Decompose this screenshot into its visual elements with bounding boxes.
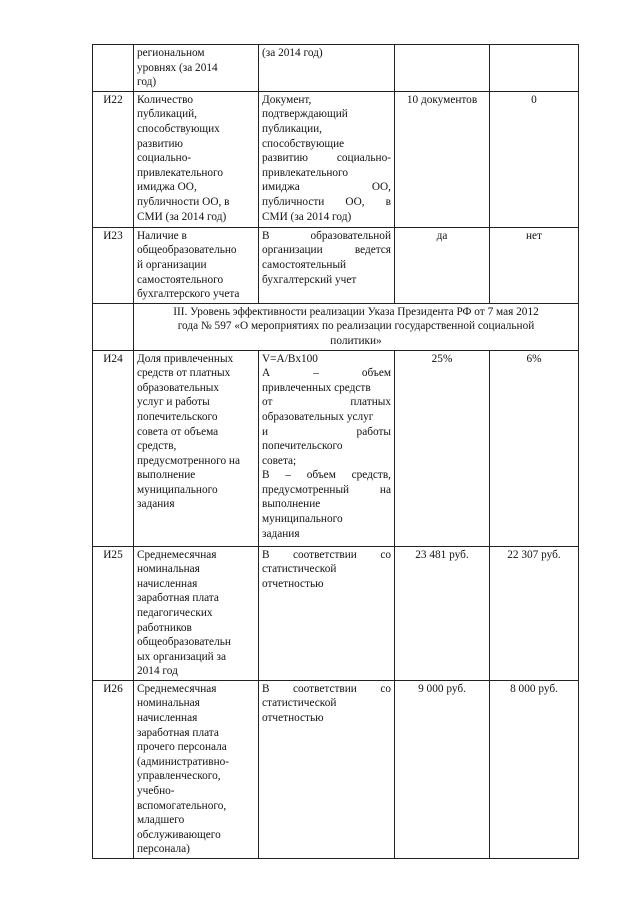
indicator-name-line: муниципального [137,483,218,496]
indicator-name-line: заработная плата [137,726,219,739]
table-row [93,45,579,92]
indicator-name-line: имиджа ОО, [137,181,197,194]
table-row [93,546,579,680]
actual-value: 22 307 руб. [490,546,579,680]
indicator-name-line: Количество [137,93,193,106]
calculation-source-line: предусмотренный на [262,483,391,496]
indicator-name-line: номинальная [137,563,200,576]
indicator-name-line: обслуживающего [137,828,221,841]
indicator-code: И24 [93,350,134,546]
indicator-name-line: Среднемесячная [137,548,217,561]
indicator-name-line: год) [137,76,157,89]
indicator-name-line: попечительского [137,410,218,423]
target-value [395,45,490,92]
calculation-source-line: статистической [262,697,337,710]
calculation-source-line: выполнение [262,498,321,511]
indicator-name-line: начисленная [137,577,198,590]
indicator-name-line: средств, [137,440,177,453]
actual-value: 0 [490,91,579,227]
calculation-source [259,45,395,92]
indicator-name-line: учебно- [137,785,175,798]
indicator-name-line: выполнение [137,469,196,482]
indicator-name-line: уровнях (за 2014 [137,61,218,74]
indicator-code: И26 [93,680,134,858]
indicator-name [134,45,259,92]
calculation-source-line: привлеченных средств [262,381,371,394]
indicator-name [134,91,259,227]
calculation-source-line: развитию социально- [262,152,391,165]
indicator-code: И23 [93,227,134,303]
indicator-name-line: социально- [137,152,192,165]
calculation-source-line: (за 2014 год) [262,47,323,59]
table-row [93,227,579,303]
indicators-table [92,44,579,859]
calculation-source-line: СМИ (за 2014 год) [262,210,352,223]
indicator-name [134,546,259,680]
indicator-name-line: вспомогательного, [137,799,227,812]
indicator-name-line: 2014 год [137,665,178,678]
indicator-name-line: Среднемесячная [137,682,217,695]
indicator-name-line: самостоятельного [137,273,224,286]
indicator-name-line: задания [137,498,175,511]
calculation-source-line: задания [262,527,300,540]
calculation-source-line: В – объем средств, [262,469,391,482]
indicator-name-line: работников [137,621,192,634]
calculation-source [259,91,395,227]
indicator-name-line: младшего [137,814,185,827]
calculation-source [259,546,395,680]
calculation-source-line: В соответствии со [262,548,391,561]
indicator-name-line: способствующих [137,122,220,135]
section-row [93,303,579,350]
indicator-name-line: образовательных [137,381,220,394]
calculation-source-line: способствующие [262,137,345,150]
indicator-name-line: педагогических [137,606,213,619]
actual-value: 6% [490,350,579,546]
indicator-name [134,680,259,858]
target-value: 25% [395,350,490,546]
indicator-name [134,227,259,303]
calculation-source-line: V=A/Bx100 [262,352,318,365]
indicator-code: И22 [93,91,134,227]
calculation-source-line: муниципального [262,513,343,526]
calculation-source-line: попечительского [262,440,343,453]
calculation-source-line: бухгалтерский учет [262,273,357,286]
table-body-bottom [93,350,579,858]
calculation-source-line: привлекательного [262,166,349,179]
indicator-name-line: развитию [137,137,183,150]
table-row [93,91,579,227]
section-block [93,303,579,350]
target-value: 9 000 руб. [395,680,490,858]
calculation-source-line: публичности ОО, в [262,195,391,208]
indicator-name-line: номинальная [137,697,200,710]
indicator-name-line: предусмотренного на [137,454,240,467]
indicator-code [93,45,134,92]
calculation-source-line: от платных [262,396,391,409]
calculation-source-line: отчетностью [262,712,324,725]
indicator-name-line: Доля привлеченных [137,352,234,365]
calculation-source [259,227,395,303]
target-value: 10 документов [395,91,490,227]
table-row [93,680,579,858]
section-heading-line: политики» [330,334,382,347]
indicator-name [134,350,259,546]
actual-value: 8 000 руб. [490,680,579,858]
calculation-source [259,350,395,546]
table-row [93,350,579,546]
section-heading-line: III. Уровень эффективности реализации Указа Президента РФ от 7 мая 2012 [173,305,539,318]
target-value: да [395,227,490,303]
calculation-source [259,680,395,858]
indicator-name-line: заработная плата [137,592,219,605]
indicator-name-line: й организации [137,258,207,271]
calculation-source-line: публикации, [262,122,322,135]
section-heading [134,303,579,350]
calculation-source-line: самостоятельный [262,258,347,271]
indicator-name-line: совета от объема [137,425,219,438]
indicator-name-line: (административно- [137,755,230,768]
indicator-name-line: услуг и работы [137,396,210,409]
indicator-name-line: общеобразовательн [137,636,231,649]
indicator-name-line: СМИ (за 2014 год) [137,210,227,223]
calculation-source-line: образовательных услуг [262,410,374,423]
indicator-name-line: публикаций, [137,108,197,121]
indicator-name-line: Наличие в [137,229,187,242]
indicator-name-line: ых организаций за [137,650,227,663]
calculation-source-line: статистической [262,563,337,576]
calculation-source-line: В образовательной [262,229,391,242]
indicator-name-line: прочего персонала [137,741,227,754]
section-heading-line: года № 597 «О мероприятиях по реализации государственной социальной [177,320,535,333]
indicator-name-line: привлекательного [137,166,224,179]
calculation-source-line: и работы [262,425,391,438]
calculation-source-line: В соответствии со [262,682,391,695]
calculation-source-line: имиджа ОО, [262,181,391,194]
calculation-source-line: подтверждающий [262,108,348,121]
indicator-name-line: бухгалтерского учета [137,288,240,301]
indicator-name-line: начисленная [137,712,198,725]
actual-value [490,45,579,92]
calculation-source-line: А – объем [262,367,391,380]
indicator-name-line: управленческого, [137,770,221,783]
indicator-name-line: публичности ОО, в [137,195,230,208]
indicator-name-line: персонала) [137,843,190,856]
target-value: 23 481 руб. [395,546,490,680]
calculation-source-line: отчетностью [262,577,324,590]
indicator-name-line: региональном [137,47,205,59]
calculation-source-line: совета; [262,454,297,467]
actual-value: нет [490,227,579,303]
indicator-name-line: средств от платных [137,367,231,380]
indicator-code: И25 [93,546,134,680]
calculation-source-line: организации ведется [262,244,391,257]
section-number-cell [93,303,134,350]
table-body-top [93,45,579,304]
calculation-source-line: Документ, [262,93,312,106]
indicator-name-line: общеобразовательно [137,244,237,257]
